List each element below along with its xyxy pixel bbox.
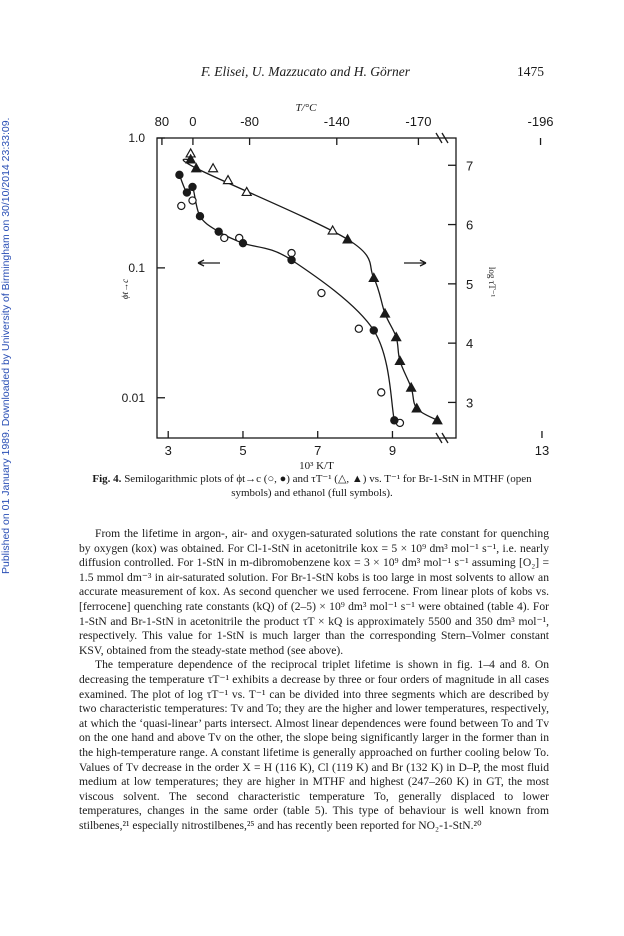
- left-tick-label: 0.01: [121, 390, 145, 405]
- figure-caption-label: Fig. 4.: [92, 473, 122, 485]
- data-point-triangle-filled: [433, 416, 442, 424]
- phi-trend-curve: [179, 175, 394, 420]
- left-axis-arrow: [198, 260, 220, 266]
- left-axis-label: ϕt→c: [120, 278, 130, 300]
- data-point-triangle-open: [242, 187, 251, 195]
- data-point-circle-filled: [183, 189, 190, 196]
- top-tick-label: -170: [405, 114, 432, 129]
- x-tick-label: 9: [388, 443, 397, 458]
- left-tick-label: 0.1: [128, 260, 145, 275]
- top-tick-label: -80: [240, 114, 259, 129]
- data-point-triangle-filled: [392, 333, 401, 341]
- data-point-triangle-open: [224, 176, 233, 184]
- right-tick-label: 5: [466, 276, 474, 292]
- left-tick-label: 1.0: [128, 131, 145, 145]
- data-point-circle-open: [178, 202, 185, 209]
- data-point-circle-filled: [391, 417, 398, 424]
- data-point-circle-open: [355, 325, 362, 332]
- data-point-triangle-filled: [192, 164, 201, 172]
- figure-caption: [72, 473, 552, 500]
- data-point-triangle-filled: [369, 273, 378, 281]
- top-tick-label: -196: [527, 114, 554, 129]
- top-axis-label: T/°C: [295, 102, 317, 114]
- top-tick-label: 0: [189, 114, 197, 129]
- right-axis-label: log τT⁻¹: [487, 266, 497, 298]
- plot-frame: [157, 138, 456, 438]
- x-tick-label: 13: [534, 443, 550, 458]
- x-tick-label: 3: [164, 443, 172, 458]
- data-point-circle-filled: [176, 171, 183, 178]
- data-point-triangle-filled: [343, 235, 352, 243]
- data-point-triangle-filled: [412, 404, 421, 412]
- download-watermark-text: Published on 01 January 1989. Downloaded by University of Birmingham on 30/10/2014 23:33:09.: [0, 117, 12, 574]
- data-point-circle-open: [189, 197, 196, 204]
- data-point-triangle-open: [209, 164, 218, 172]
- data-point-triangle-filled: [395, 356, 404, 364]
- right-tick-label: 6: [466, 217, 474, 233]
- data-point-circle-open: [221, 234, 228, 241]
- page-number: 1475: [517, 64, 544, 79]
- body-paragraph-1: From the lifetime in argon-, air- and oxygen-saturated solutions the rate constant for quenching by oxygen (kox) was obtained. For Cl-1-StN in acetonitrile kox = 5 × 10⁹ dm³ mol⁻¹ s⁻¹, i.e. nearly diffusion controlled. For 1-StN in m-dibromobenzene kox = 3 × 10⁹ dm³ mol⁻¹ s⁻¹ assuming [O₂] = 1.5 mmol dm⁻³ in air-saturated solution. For Br-1-StN kobs is too large in most solvents to allow an accurate measurement of kox. As second quencher we used ferrocene. From linear plots of kobs vs. [ferrocene] quenching rate constants (kQ) of (2–5) × 10⁹ dm³ mol⁻¹ s⁻¹ were obtained (table 4). For 1-StN and Br-1-StN in acetonitrile the product τT × kQ is approximately 5500 and 350 dm³ mol⁻¹, respectively. This value for 1-StN is much larger than the corresponding Stern–Volmer constant KSV, obtained from the steady-state method (see above).: [79, 527, 549, 657]
- data-point-triangle-filled: [380, 309, 389, 317]
- data-point-circle-filled: [215, 228, 222, 235]
- data-point-circle-open: [378, 389, 385, 396]
- data-point-circle-open: [318, 289, 325, 296]
- article-body: [79, 527, 549, 833]
- data-point-circle-filled: [189, 183, 196, 190]
- top-tick-label: -140: [323, 114, 350, 129]
- running-head-authors: F. Elisei, U. Mazzucato and H. Görner: [201, 64, 410, 79]
- x-axis-label: 10³ K/T: [299, 460, 334, 472]
- right-tick-label: 4: [466, 336, 474, 352]
- data-point-circle-filled: [196, 213, 203, 220]
- figure-caption-text: Semilogarithmic plots of ϕt→c (○, ●) and τT⁻¹ (△, ▲) vs. T⁻¹ for Br-1-StN in MTHF (open symbols) and ethanol (full symbols).: [124, 473, 532, 499]
- right-tick-label: 7: [466, 158, 474, 174]
- top-tick-label: 80: [154, 114, 170, 129]
- right-tick-label: 3: [466, 395, 474, 411]
- data-point-triangle-filled: [407, 383, 416, 391]
- body-paragraph-2: The temperature dependence of the reciprocal triplet lifetime is shown in fig. 1–4 and 8. On decreasing the temperature τT⁻¹ exhibits a decrease by three or four orders of magnitude in all cases examined. The plot of log τT⁻¹ vs. T⁻¹ can be divided into three segments which are described by two characteristic temperatures: Tv and To; they are the higher and lower temperatures, respectively, at which the ‘quasi-linear’ parts intersect. Almost linear dependences were found between To and Tv on the one hand and above Tv on the other, the slope being significantly larger in the former than in the high-temperature range. A constant lifetime is generally approached on further cooling below To. Values of Tv decrease in the order X = H (116 K), Cl (119 K) and Br (132 K) in D–P, the most fluid medium at low temperatures; they are higher in MTHF and highest (247–260 K) in GT, the most viscous solvent. The second characteristic temperature To, generally displaced to lower temperatures, changes in the same order (table 5). This type of behaviour is well known from stilbenes,²¹ especially nitrostilbenes,²⁵ and has recently been reported for NO₂-1-StN.²⁰: [79, 658, 549, 832]
- x-tick-label: 5: [239, 443, 247, 458]
- tau-trend-curve: [183, 159, 437, 420]
- x-tick-label: 7: [314, 443, 322, 458]
- data-point-circle-open: [288, 249, 295, 256]
- data-point-circle-filled: [239, 240, 246, 247]
- right-axis-arrow: [404, 260, 426, 266]
- data-point-circle-filled: [288, 256, 295, 263]
- data-point-circle-filled: [370, 327, 377, 334]
